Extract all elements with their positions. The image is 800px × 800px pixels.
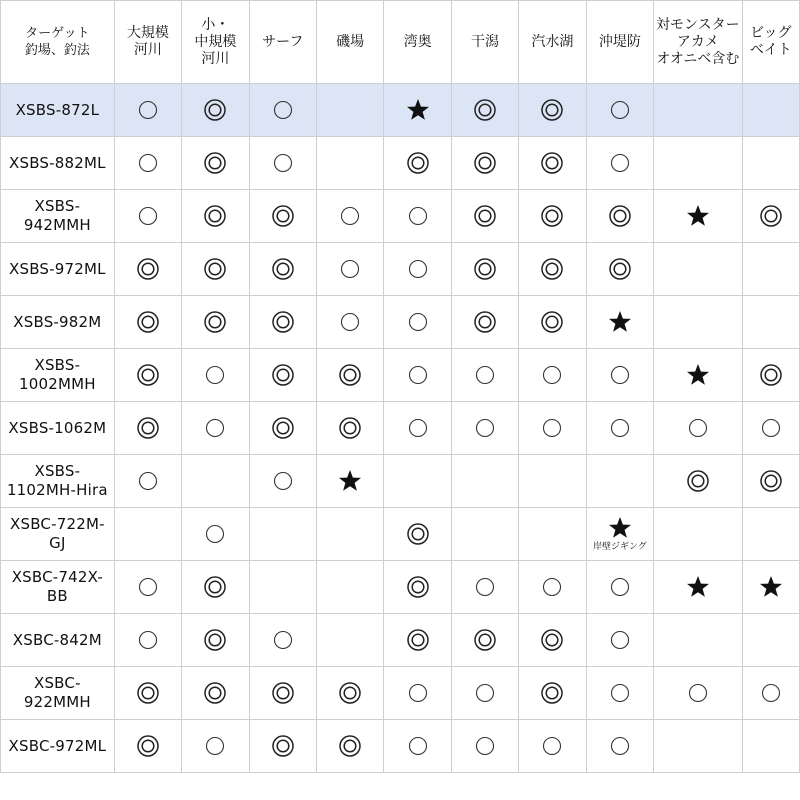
rating-cell [384, 508, 451, 561]
double-circle-mark-icon [540, 257, 564, 281]
rating-cell [451, 455, 518, 508]
rating-cell [519, 508, 586, 561]
rating-cell [654, 455, 743, 508]
double-circle-mark-icon [686, 469, 710, 493]
double-circle-mark-icon [540, 310, 564, 334]
model-name: XSBC-842M [1, 614, 115, 667]
table-row [1, 243, 800, 296]
header-target-label: ターゲット 釣場、釣法 [1, 1, 115, 84]
table-row [1, 455, 800, 508]
rating-cell [451, 137, 518, 190]
rating-cell [316, 296, 383, 349]
rating-cell [114, 84, 181, 137]
table-row [1, 508, 800, 561]
table-row [1, 561, 800, 614]
table-row [1, 84, 800, 137]
header-surf: サーフ [249, 1, 316, 84]
rating-cell [451, 190, 518, 243]
rating-cell [654, 561, 743, 614]
circle-mark-icon [759, 681, 783, 705]
rating-cell [451, 720, 518, 773]
rating-cell [586, 667, 653, 720]
rating-cell [384, 296, 451, 349]
circle-mark-icon [406, 416, 430, 440]
rating-cell [384, 243, 451, 296]
double-circle-mark-icon [203, 204, 227, 228]
rating-cell [114, 349, 181, 402]
rating-cell [519, 720, 586, 773]
rating-cell [586, 402, 653, 455]
rating-cell [586, 614, 653, 667]
circle-mark-icon [136, 469, 160, 493]
rating-cell [249, 614, 316, 667]
rating-cell [249, 667, 316, 720]
model-name: XSBS-872L [1, 84, 115, 137]
double-circle-mark-icon [540, 204, 564, 228]
circle-mark-icon [608, 416, 632, 440]
double-circle-mark-icon [203, 628, 227, 652]
rating-cell [182, 455, 249, 508]
model-name: XSBS-1062M [1, 402, 115, 455]
double-circle-mark-icon [759, 363, 783, 387]
rating-cell [249, 190, 316, 243]
table-row [1, 296, 800, 349]
rating-cell [114, 614, 181, 667]
rating-cell [654, 243, 743, 296]
rating-cell [519, 84, 586, 137]
rating-cell [249, 349, 316, 402]
rating-cell [451, 614, 518, 667]
star-mark-icon [608, 516, 632, 540]
header-inner-bay: 湾奥 [384, 1, 451, 84]
rating-cell [182, 84, 249, 137]
circle-mark-icon [608, 98, 632, 122]
double-circle-mark-icon [136, 310, 160, 334]
rating-cell [182, 296, 249, 349]
rating-cell [182, 402, 249, 455]
rating-cell [249, 561, 316, 614]
header-row [1, 1, 800, 84]
rating-cell [742, 137, 799, 190]
double-circle-mark-icon [759, 469, 783, 493]
rating-cell [586, 190, 653, 243]
header-monster: 対モンスター アカメ オオニベ含む [654, 1, 743, 84]
rating-cell [519, 296, 586, 349]
double-circle-mark-icon [338, 363, 362, 387]
rating-cell [742, 243, 799, 296]
circle-mark-icon [608, 734, 632, 758]
circle-mark-icon [473, 734, 497, 758]
circle-mark-icon [540, 575, 564, 599]
double-circle-mark-icon [271, 734, 295, 758]
table-row [1, 614, 800, 667]
rating-cell [519, 137, 586, 190]
header-small-river: 小・ 中規模 河川 [182, 1, 249, 84]
model-name: XSBC-972ML [1, 720, 115, 773]
rating-cell [384, 720, 451, 773]
rating-cell [249, 720, 316, 773]
circle-mark-icon [136, 628, 160, 652]
circle-mark-icon [686, 681, 710, 705]
circle-mark-icon [271, 628, 295, 652]
double-circle-mark-icon [203, 575, 227, 599]
rating-cell [742, 84, 799, 137]
circle-mark-icon [406, 204, 430, 228]
rating-cell [519, 190, 586, 243]
rating-cell [182, 667, 249, 720]
rating-cell [316, 137, 383, 190]
double-circle-mark-icon [540, 681, 564, 705]
table-body [1, 84, 800, 773]
rating-cell [182, 720, 249, 773]
rating-cell [182, 561, 249, 614]
double-circle-mark-icon [540, 98, 564, 122]
rating-cell [586, 137, 653, 190]
table-row [1, 349, 800, 402]
rating-cell [742, 614, 799, 667]
circle-mark-icon [406, 257, 430, 281]
rating-cell [249, 508, 316, 561]
star-mark-icon [686, 363, 710, 387]
rating-cell [586, 243, 653, 296]
rating-cell [114, 296, 181, 349]
rating-cell [586, 349, 653, 402]
rating-cell [519, 667, 586, 720]
double-circle-mark-icon [136, 257, 160, 281]
rating-cell [316, 190, 383, 243]
model-name: XSBS- 1002MMH [1, 349, 115, 402]
rating-cell [114, 402, 181, 455]
rating-cell [384, 614, 451, 667]
star-mark-icon [406, 98, 430, 122]
circle-mark-icon [203, 416, 227, 440]
double-circle-mark-icon [338, 734, 362, 758]
double-circle-mark-icon [473, 98, 497, 122]
rating-cell [316, 667, 383, 720]
double-circle-mark-icon [473, 257, 497, 281]
rating-cell [586, 296, 653, 349]
rating-cell [384, 402, 451, 455]
rating-cell [654, 508, 743, 561]
rating-cell [316, 508, 383, 561]
rating-cell [384, 190, 451, 243]
rating-cell [519, 402, 586, 455]
double-circle-mark-icon [203, 98, 227, 122]
rating-cell [519, 349, 586, 402]
double-circle-mark-icon [203, 310, 227, 334]
rating-cell [654, 720, 743, 773]
double-circle-mark-icon [136, 363, 160, 387]
rating-cell [742, 296, 799, 349]
header-tidal-flat: 干潟 [451, 1, 518, 84]
rating-cell [654, 190, 743, 243]
rating-cell [384, 667, 451, 720]
rating-cell [742, 455, 799, 508]
model-name: XSBS-882ML [1, 137, 115, 190]
rating-cell [114, 720, 181, 773]
rating-cell [586, 455, 653, 508]
circle-mark-icon [540, 363, 564, 387]
header-breakwater: 沖堤防 [586, 1, 653, 84]
table-row [1, 667, 800, 720]
table-row [1, 402, 800, 455]
circle-mark-icon [338, 310, 362, 334]
double-circle-mark-icon [473, 310, 497, 334]
double-circle-mark-icon [136, 681, 160, 705]
rating-cell [249, 296, 316, 349]
header-large-river: 大規模 河川 [114, 1, 181, 84]
double-circle-mark-icon [473, 151, 497, 175]
star-mark-icon [759, 575, 783, 599]
star-mark-icon [608, 310, 632, 334]
rating-cell [742, 561, 799, 614]
rating-cell [586, 84, 653, 137]
rating-cell [451, 667, 518, 720]
rating-cell [316, 243, 383, 296]
rating-cell [182, 190, 249, 243]
circle-mark-icon [406, 310, 430, 334]
rating-cell [114, 667, 181, 720]
model-name: XSBC-742X- BB [1, 561, 115, 614]
circle-mark-icon [608, 628, 632, 652]
rating-cell [114, 190, 181, 243]
star-mark-icon [686, 575, 710, 599]
rating-cell [384, 455, 451, 508]
rating-cell [316, 402, 383, 455]
circle-mark-icon [540, 416, 564, 440]
rating-cell [316, 349, 383, 402]
double-circle-mark-icon [406, 522, 430, 546]
table-row [1, 720, 800, 773]
star-mark-icon [338, 469, 362, 493]
circle-mark-icon [406, 734, 430, 758]
header-rocky-shore: 磯場 [316, 1, 383, 84]
rating-cell [742, 402, 799, 455]
header-big-bait: ビッグ ベイト [742, 1, 799, 84]
rating-cell [114, 455, 181, 508]
double-circle-mark-icon [203, 257, 227, 281]
table-row [1, 190, 800, 243]
circle-mark-icon [271, 98, 295, 122]
model-name: XSBS-982M [1, 296, 115, 349]
double-circle-mark-icon [271, 681, 295, 705]
circle-mark-icon [473, 416, 497, 440]
circle-mark-icon [203, 734, 227, 758]
rating-cell [114, 137, 181, 190]
rating-cell [742, 349, 799, 402]
rating-cell [586, 720, 653, 773]
rating-cell [742, 190, 799, 243]
rating-cell [384, 561, 451, 614]
circle-mark-icon [338, 204, 362, 228]
model-name: XSBS-972ML [1, 243, 115, 296]
circle-mark-icon [608, 363, 632, 387]
model-name: XSBC- 922MMH [1, 667, 115, 720]
circle-mark-icon [608, 681, 632, 705]
rating-cell [182, 349, 249, 402]
table-row [1, 137, 800, 190]
double-circle-mark-icon [406, 575, 430, 599]
rating-cell [451, 243, 518, 296]
double-circle-mark-icon [271, 310, 295, 334]
rating-cell [316, 455, 383, 508]
rating-cell [654, 137, 743, 190]
double-circle-mark-icon [271, 257, 295, 281]
rating-cell [742, 508, 799, 561]
rating-cell [316, 720, 383, 773]
circle-mark-icon [608, 151, 632, 175]
rating-cell [451, 349, 518, 402]
rating-cell [316, 561, 383, 614]
double-circle-mark-icon [406, 151, 430, 175]
model-name: XSBS- 1102MH-Hira [1, 455, 115, 508]
rating-cell [316, 84, 383, 137]
model-name: XSBC-722M- GJ [1, 508, 115, 561]
rating-cell [654, 402, 743, 455]
circle-mark-icon [271, 469, 295, 493]
double-circle-mark-icon [759, 204, 783, 228]
circle-mark-icon [203, 522, 227, 546]
double-circle-mark-icon [473, 204, 497, 228]
double-circle-mark-icon [406, 628, 430, 652]
rating-cell [451, 561, 518, 614]
header-brackish-lake: 汽水湖 [519, 1, 586, 84]
circle-mark-icon [136, 151, 160, 175]
rating-cell [249, 455, 316, 508]
rating-cell [249, 402, 316, 455]
double-circle-mark-icon [338, 416, 362, 440]
rating-cell [654, 84, 743, 137]
circle-mark-icon [473, 363, 497, 387]
circle-mark-icon [608, 575, 632, 599]
double-circle-mark-icon [271, 204, 295, 228]
rating-cell [182, 614, 249, 667]
double-circle-mark-icon [338, 681, 362, 705]
star-mark-icon [686, 204, 710, 228]
rating-cell [249, 84, 316, 137]
double-circle-mark-icon [608, 204, 632, 228]
circle-mark-icon [136, 204, 160, 228]
double-circle-mark-icon [473, 628, 497, 652]
rating-cell [586, 561, 653, 614]
cell-note: 岸壁ジギング [593, 542, 647, 552]
rating-cell [182, 508, 249, 561]
rating-cell [654, 614, 743, 667]
double-circle-mark-icon [136, 734, 160, 758]
double-circle-mark-icon [203, 681, 227, 705]
rating-cell [451, 296, 518, 349]
rating-cell [114, 508, 181, 561]
circle-mark-icon [759, 416, 783, 440]
rating-cell [384, 84, 451, 137]
double-circle-mark-icon [203, 151, 227, 175]
rating-cell [654, 349, 743, 402]
rating-cell [249, 243, 316, 296]
double-circle-mark-icon [136, 416, 160, 440]
rating-cell [182, 137, 249, 190]
circle-mark-icon [686, 416, 710, 440]
rating-cell [742, 720, 799, 773]
rating-cell [519, 243, 586, 296]
rating-cell [654, 667, 743, 720]
rating-cell [249, 137, 316, 190]
model-name: XSBS- 942MMH [1, 190, 115, 243]
circle-mark-icon [473, 681, 497, 705]
rating-cell [451, 402, 518, 455]
double-circle-mark-icon [608, 257, 632, 281]
rating-cell [586, 508, 653, 561]
double-circle-mark-icon [540, 151, 564, 175]
circle-mark-icon [540, 734, 564, 758]
rating-cell [742, 667, 799, 720]
rating-cell [519, 455, 586, 508]
rating-cell [451, 508, 518, 561]
circle-mark-icon [406, 681, 430, 705]
double-circle-mark-icon [540, 628, 564, 652]
double-circle-mark-icon [271, 363, 295, 387]
circle-mark-icon [136, 575, 160, 599]
circle-mark-icon [203, 363, 227, 387]
circle-mark-icon [473, 575, 497, 599]
rating-cell [114, 561, 181, 614]
rating-cell [384, 349, 451, 402]
rating-cell [519, 614, 586, 667]
rating-cell [182, 243, 249, 296]
rating-cell [519, 561, 586, 614]
circle-mark-icon [136, 98, 160, 122]
double-circle-mark-icon [271, 416, 295, 440]
rating-cell [384, 137, 451, 190]
circle-mark-icon [271, 151, 295, 175]
rating-cell [316, 614, 383, 667]
rating-cell [451, 84, 518, 137]
circle-mark-icon [406, 363, 430, 387]
rating-cell [114, 243, 181, 296]
circle-mark-icon [338, 257, 362, 281]
rating-cell [654, 296, 743, 349]
